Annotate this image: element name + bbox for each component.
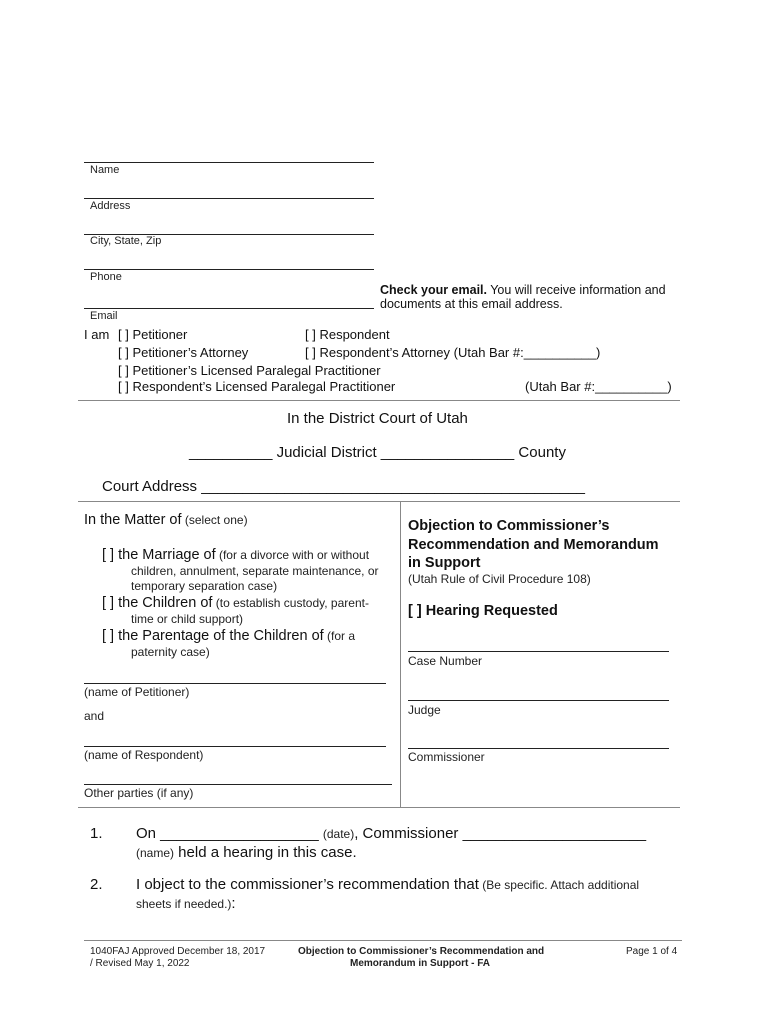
item-2-line-1 [136,876,639,893]
i-am-label: I am [84,327,110,342]
utah-bar-number-2[interactable]: (Utah Bar #:__________) [525,379,672,394]
hearing-requested-checkbox[interactable]: [ ] Hearing Requested [408,603,558,619]
email-note-line2: documents at this email address. [380,297,563,311]
case-number-label: Case Number [408,654,483,668]
parentage-hint-2: paternity case) [131,645,210,659]
petitioner-checkbox[interactable]: [ ] Petitioner [118,327,188,342]
judge-line[interactable] [408,700,669,701]
item-2-number: 2. [90,876,103,893]
item-1-line-2 [136,844,357,861]
name-line[interactable] [84,162,374,163]
name-label: Name [90,164,120,176]
matter-heading-text: In the Matter of [84,512,182,528]
divider-caption-top [78,501,680,502]
divider-top [78,400,680,401]
judicial-district-line[interactable]: __________ Judicial District ________________ County [189,444,566,461]
parentage-hint-1: (for a [323,629,356,643]
item-1-number: 1. [90,825,103,842]
footer-form-id-2: / Revised May 1, 2022 [90,958,190,969]
other-parties-line[interactable] [84,784,392,785]
and-label: and [84,709,105,723]
address-label: Address [90,200,131,212]
children-option-label: [ ] the Children of [102,595,213,611]
item-1-date-blank: On ___________________ [136,825,323,842]
petitioners-attorney-checkbox[interactable]: [ ] Petitioner’s Attorney [118,345,249,360]
marriage-option-label: [ ] the Marriage of [102,547,216,563]
footer-divider [84,940,682,941]
item-2-line-2 [136,895,236,912]
footer-form-id-1: 1040FAJ Approved December 18, 2017 [90,946,266,957]
item-2-hint-2: sheets if needed.) [136,897,232,911]
email-note-rest: You will receive information and [487,283,666,297]
marriage-option[interactable] [102,547,369,563]
item-1-name-hint: (name) [136,846,175,860]
document-title-2: Recommendation and Memorandum [408,537,659,553]
other-parties-label: Other parties (if any) [84,786,194,800]
parentage-option[interactable] [102,628,355,644]
item-2-text: I object to the commissioner’s recommendation that [136,876,479,893]
commissioner-line[interactable] [408,748,669,749]
parentage-option-label: [ ] the Parentage of the Children of [102,628,324,644]
footer-page-number: Page 1 of 4 [626,946,678,957]
email-note [380,283,666,297]
footer-title-1: Objection to Commissioner’s Recommendation and [298,946,545,957]
email-line[interactable] [84,308,374,309]
respondent-name-line[interactable] [84,746,386,747]
commissioner-label: Commissioner [408,750,485,764]
item-1-line-2-text: held a hearing in this case. [174,844,357,861]
item-2-colon: : [231,895,236,912]
children-hint-1: (to establish custody, parent- [212,596,369,610]
case-number-line[interactable] [408,651,669,652]
matter-heading [84,512,248,528]
email-label: Email [90,310,118,322]
court-address-line[interactable]: Court Address ______________________________________________ [102,478,585,495]
marriage-hint-3: temporary separation case) [131,579,278,593]
document-title-1: Objection to Commissioner’s [408,518,610,534]
marriage-hint-1: (for a divorce with or without [215,548,370,562]
children-option[interactable] [102,595,369,611]
phone-label: Phone [90,271,122,283]
city-state-zip-label: City, State, Zip [90,235,162,247]
rule-reference: (Utah Rule of Civil Procedure 108) [408,572,591,586]
respondent-checkbox[interactable]: [ ] Respondent [305,327,390,342]
item-1-commissioner-blank: , Commissioner ______________________ [354,825,647,842]
marriage-hint-2: children, annulment, separate maintenance, or [131,564,379,578]
petitioners-lpp-checkbox[interactable]: [ ] Petitioner’s Licensed Paralegal Practitioner [118,363,381,378]
footer-title-2: Memorandum in Support - FA [350,958,490,969]
document-title-3: in Support [408,555,481,571]
petitioner-name-line[interactable] [84,683,386,684]
item-2-hint-1: (Be specific. Attach additional [478,878,640,892]
respondents-attorney-checkbox[interactable]: [ ] Respondent’s Attorney (Utah Bar #:__________) [305,345,601,360]
matter-heading-hint: (select one) [181,513,248,527]
address-line[interactable] [84,198,374,199]
phone-line[interactable] [84,269,374,270]
item-1-line-1[interactable] [136,825,646,842]
respondents-lpp-checkbox[interactable]: [ ] Respondent’s Licensed Paralegal Practitioner [118,379,396,394]
name-of-respondent-label: (name of Respondent) [84,748,204,762]
judge-label: Judge [408,703,441,717]
email-note-bold: Check your email. [380,283,487,297]
children-hint-2: time or child support) [131,612,244,626]
court-heading: In the District Court of Utah [287,410,468,427]
name-of-petitioner-label: (name of Petitioner) [84,685,190,699]
divider-caption-bottom [78,807,680,808]
item-1-date-hint: (date) [322,827,355,841]
caption-divider [400,501,401,807]
